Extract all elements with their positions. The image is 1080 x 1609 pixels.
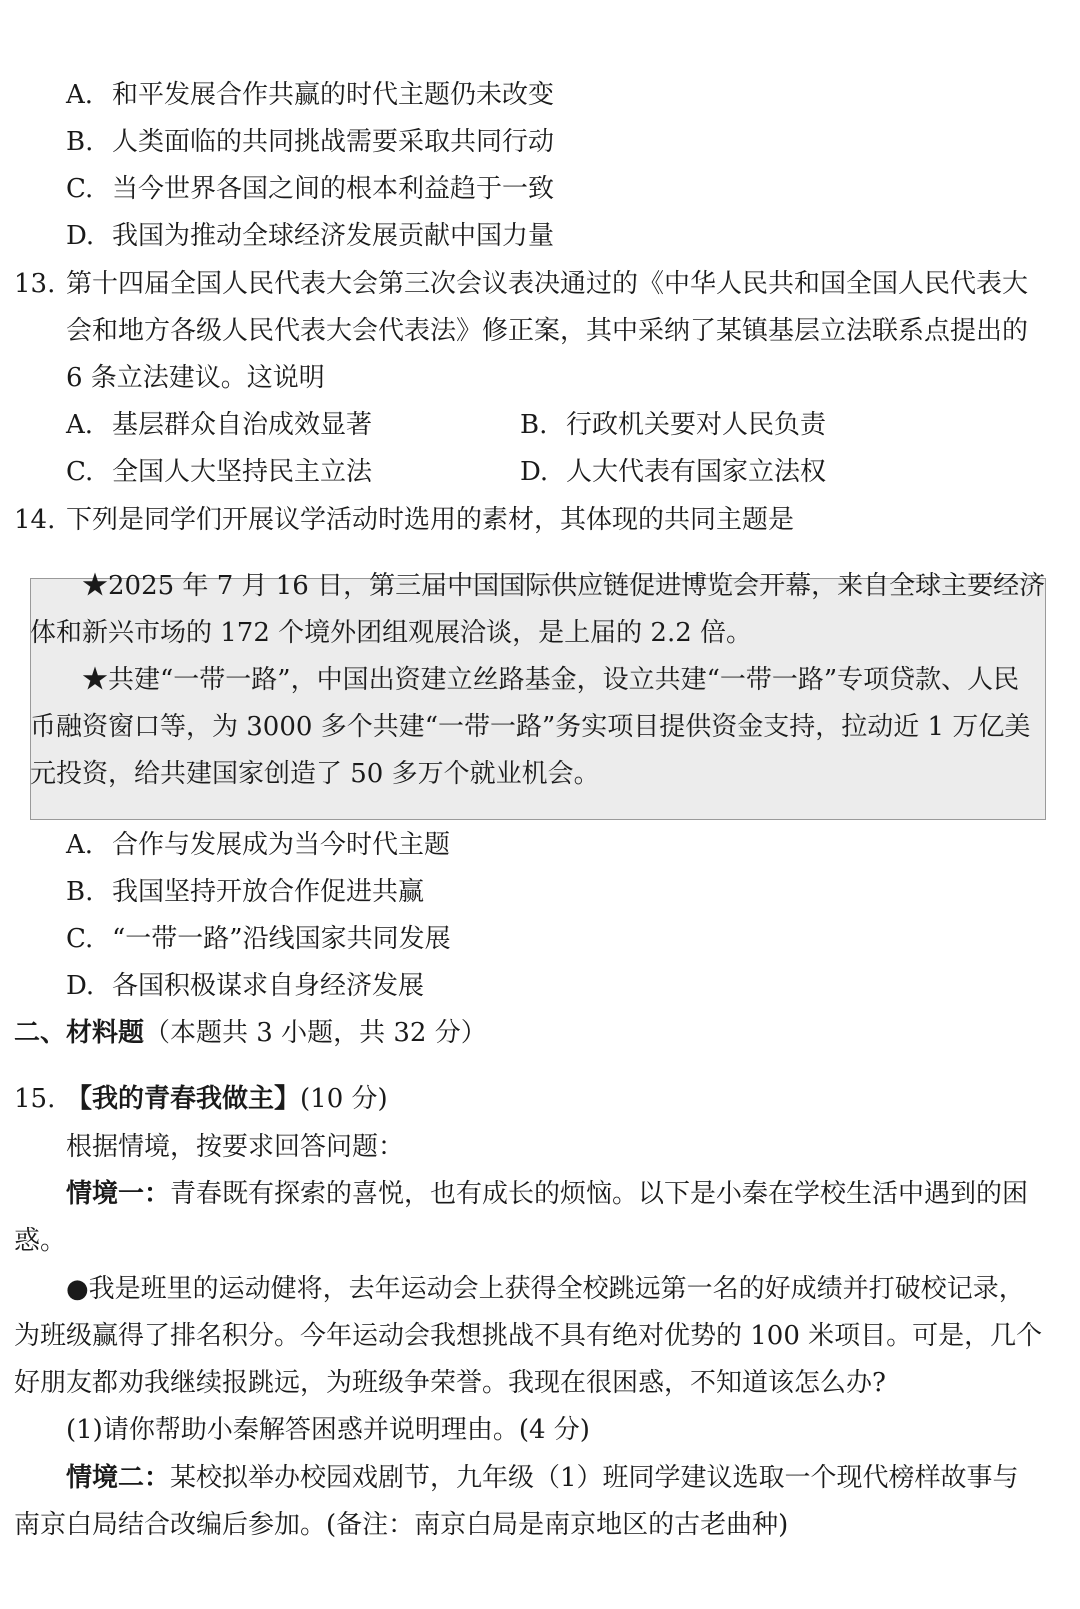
option-label: B. — [66, 877, 94, 907]
question-number: 14. — [14, 505, 56, 535]
q15-heading — [14, 1082, 388, 1116]
material-line-1: ★2025 年 7 月 16 日，第三届中国国际供应链促进博览会开幕，来自全球主要经济 — [82, 571, 1046, 601]
section-heading — [14, 1016, 487, 1050]
scenario-label: 情境二： — [66, 1463, 171, 1493]
option-text: 人类面临的共同挑战需要采取共同行动 — [112, 127, 555, 157]
question-number: 15. — [14, 1084, 56, 1114]
scenario-1-line-2: 惑。 — [14, 1226, 67, 1256]
scenario-1-line-1 — [66, 1177, 1028, 1211]
option-text: 行政机关要对人民负责 — [566, 410, 827, 440]
question-title: 【我的青春我做主】 — [66, 1084, 301, 1114]
quote-line-3: 好朋友都劝我继续报跳远，为班级争荣誉。我现在很困惑，不知道该怎么办? — [14, 1368, 886, 1398]
option-label: C. — [66, 457, 94, 487]
option-text: 合作与发展成为当今时代主题 — [112, 830, 451, 860]
scenario-2-line-1 — [66, 1461, 1019, 1495]
material-line-4: 币融资窗口等，为 3000 多个共建“一带一路”务实项目提供资金支持，拉动近 1 万亿美 — [30, 712, 1031, 742]
option-text: 全国人大坚持民主立法 — [112, 457, 373, 487]
q13-option-c — [66, 455, 372, 489]
option-text: 我国坚持开放合作促进共赢 — [112, 877, 425, 907]
q13-stem-line-1 — [14, 267, 1028, 301]
material-line-3: ★共建“一带一路”，中国出资建立丝路基金，设立共建“一带一路”专项贷款、人民 — [82, 665, 1020, 695]
q12-option-b — [66, 125, 554, 159]
q13-option-a — [66, 408, 372, 442]
q13-stem-line-2: 会和地方各级人民代表大会代表法》修正案，其中采纳了某镇基层立法联系点提出的 — [66, 316, 1029, 346]
quote-line-1: ●我是班里的运动健将，去年运动会上获得全校跳远第一名的好成绩并打破校记录， — [66, 1274, 1025, 1304]
section-title: 二、材料题 — [14, 1018, 145, 1048]
option-label: A. — [66, 80, 94, 110]
section-note: （本题共 3 小题，共 32 分） — [144, 1018, 487, 1048]
q14-option-b — [66, 875, 424, 909]
option-text: 人大代表有国家立法权 — [566, 457, 827, 487]
question-number: 13. — [14, 269, 56, 299]
q14-option-d — [66, 969, 424, 1003]
stem-text: 下列是同学们开展议学活动时选用的素材，其体现的共同主题是 — [66, 505, 795, 535]
option-text: 基层群众自治成效显著 — [112, 410, 373, 440]
option-label: D. — [520, 457, 549, 487]
scenario-text: 某校拟举办校园戏剧节，九年级（1）班同学建议选取一个现代榜样故事与 — [170, 1463, 1019, 1493]
option-text: 我国为推动全球经济发展贡献中国力量 — [112, 221, 555, 251]
q12-option-d — [66, 219, 554, 253]
question-score: (10 分) — [300, 1084, 388, 1114]
q12-option-a — [66, 78, 554, 112]
material-line-5: 元投资，给共建国家创造了 50 多万个就业机会。 — [30, 759, 600, 789]
q13-stem-line-3: 6 条立法建议。这说明 — [66, 363, 325, 393]
option-text: 当今世界各国之间的根本利益趋于一致 — [112, 174, 555, 204]
scenario-2-line-2: 南京白局结合改编后参加。(备注：南京白局是南京地区的古老曲种) — [14, 1510, 789, 1540]
option-text: 各国积极谋求自身经济发展 — [112, 971, 425, 1001]
option-label: C. — [66, 924, 94, 954]
q13-option-d — [520, 455, 826, 489]
option-label: D. — [66, 221, 95, 251]
option-label: A. — [66, 410, 94, 440]
option-label: D. — [66, 971, 95, 1001]
q14-option-a — [66, 828, 450, 862]
q15-instruction: 根据情境，按要求回答问题： — [66, 1132, 405, 1162]
option-label: C. — [66, 174, 94, 204]
scenario-label: 情境一： — [66, 1179, 171, 1209]
q14-option-c — [66, 922, 451, 956]
q13-option-b — [520, 408, 826, 442]
option-label: B. — [66, 127, 94, 157]
option-text: “一带一路”沿线国家共同发展 — [112, 924, 451, 954]
sub-question-1: (1)请你帮助小秦解答困惑并说明理由。(4 分) — [66, 1415, 590, 1445]
quote-line-2: 为班级赢得了排名积分。今年运动会我想挑战不具有绝对优势的 100 米项目。可是，几个 — [14, 1321, 1043, 1351]
option-label: A. — [66, 830, 94, 860]
option-text: 和平发展合作共赢的时代主题仍未改变 — [112, 80, 555, 110]
q12-option-c — [66, 172, 554, 206]
q14-stem — [14, 503, 794, 537]
option-label: B. — [520, 410, 548, 440]
material-line-2: 体和新兴市场的 172 个境外团组观展洽谈，是上届的 2.2 倍。 — [30, 618, 753, 648]
stem-text: 第十四届全国人民代表大会第三次会议表决通过的《中华人民共和国全国人民代表大 — [66, 269, 1029, 299]
scenario-text: 青春既有探索的喜悦，也有成长的烦恼。以下是小秦在学校生活中遇到的困 — [170, 1179, 1029, 1209]
